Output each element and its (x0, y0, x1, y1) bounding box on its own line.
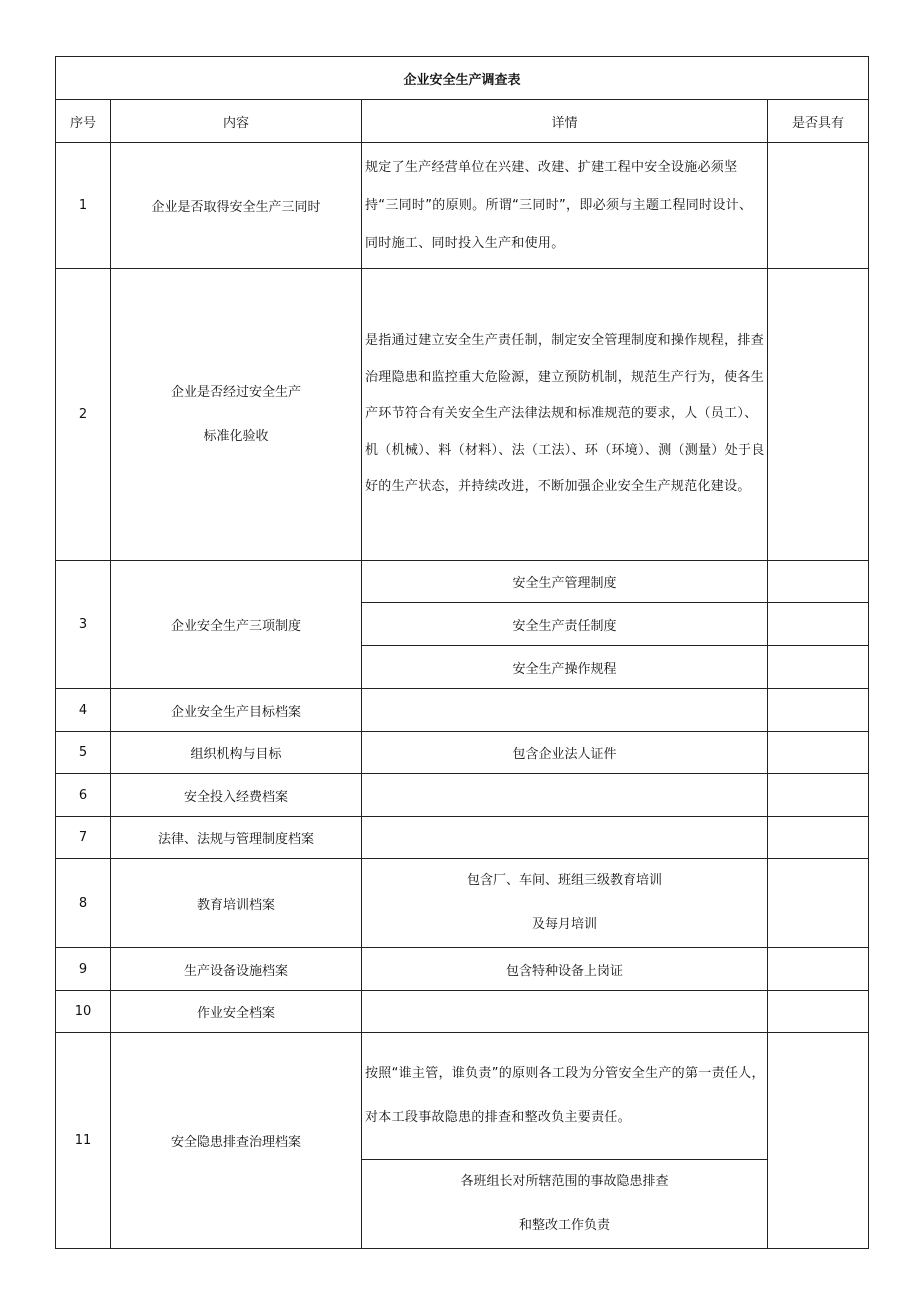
row-has-cell[interactable] (768, 948, 869, 991)
row-has-cell[interactable] (768, 1033, 869, 1249)
row-detail: 按照“谁主管，谁负责”的原则各工段为分管安全生产的第一责任人，对本工段事故隐患的排查和整改负主要责任。 (362, 1033, 768, 1160)
row-content: 组织机构与目标 (111, 732, 362, 774)
row-number: 10 (56, 991, 111, 1033)
table-row (56, 817, 869, 859)
header-no: 序号 (56, 100, 111, 143)
row-has-cell[interactable] (768, 143, 869, 269)
row-number: 2 (56, 269, 111, 561)
row-detail-line: 各班组长对所辖范围的事故隐患排查 (460, 1174, 669, 1189)
row-number: 1 (56, 143, 111, 269)
table-row (56, 732, 869, 774)
row-content: 企业是否取得安全生产三同时 (111, 143, 362, 269)
table-row (56, 143, 869, 269)
row-detail (362, 1160, 768, 1249)
row-content (111, 269, 362, 561)
row-has-cell[interactable] (768, 603, 869, 646)
row-detail (362, 817, 768, 859)
table-row (56, 859, 869, 948)
row-sub-detail: 安全生产责任制度 (362, 603, 768, 646)
row-content: 作业安全档案 (111, 991, 362, 1033)
row-content-line: 标准化验收 (203, 428, 269, 444)
row-detail: 包含特种设备上岗证 (362, 948, 768, 991)
row-number: 7 (56, 817, 111, 859)
row-sub-detail: 安全生产管理制度 (362, 561, 768, 603)
row-has-cell[interactable] (768, 561, 869, 603)
row-detail-line: 及每月培训 (531, 917, 597, 932)
row-has-cell[interactable] (768, 689, 869, 732)
safety-survey-table (55, 56, 869, 1249)
header-content: 内容 (111, 100, 362, 143)
row-detail (362, 774, 768, 817)
row-has-cell[interactable] (768, 269, 869, 561)
header-detail: 详情 (362, 100, 768, 143)
row-detail (362, 859, 768, 948)
row-sub-detail: 安全生产操作规程 (362, 646, 768, 689)
row-content: 法律、法规与管理制度档案 (111, 817, 362, 859)
row-detail: 是指通过建立安全生产责任制，制定安全管理制度和操作规程，排查治理隐患和监控重大危险源，建立预防机制，规范生产行为，使各生产环节符合有关安全生产法律法规和标准规范的要求，人（员工）、机（机械）、料（材料）、法（工法）、环（环境）、测（测量）处于良好的生产状态，并持续改进，不断加强企业安全生产规范化建设。 (362, 269, 768, 561)
table-title: 企业安全生产调查表 (56, 57, 869, 100)
row-detail-line: 包含厂、车间、班组三级教育培训 (466, 873, 662, 888)
row-number: 11 (56, 1033, 111, 1249)
row-has-cell[interactable] (768, 817, 869, 859)
table-row (56, 269, 869, 561)
row-number: 3 (56, 561, 111, 689)
row-has-cell[interactable] (768, 991, 869, 1033)
row-content-line: 企业是否经过安全生产 (170, 384, 301, 400)
row-number: 4 (56, 689, 111, 732)
row-content: 安全投入经费档案 (111, 774, 362, 817)
row-detail (362, 991, 768, 1033)
table-row (56, 948, 869, 991)
row-detail-line: 和整改工作负责 (518, 1218, 610, 1233)
row-content: 企业安全生产三项制度 (111, 561, 362, 689)
row-number: 5 (56, 732, 111, 774)
row-has-cell[interactable] (768, 859, 869, 948)
table-row (56, 774, 869, 817)
row-detail (362, 689, 768, 732)
table-row (56, 689, 869, 732)
row-number: 8 (56, 859, 111, 948)
row-content: 企业安全生产目标档案 (111, 689, 362, 732)
table-row (56, 991, 869, 1033)
row-content: 生产设备设施档案 (111, 948, 362, 991)
row-detail: 规定了生产经营单位在兴建、改建、扩建工程中安全设施必须坚持“三同时”的原则。所谓“三同时”，即必须与主题工程同时设计、同时施工、同时投入生产和使用。 (362, 143, 768, 269)
row-has-cell[interactable] (768, 732, 869, 774)
table-row (56, 1033, 869, 1160)
row-number: 6 (56, 774, 111, 817)
row-detail: 包含企业法人证件 (362, 732, 768, 774)
row-content: 教育培训档案 (111, 859, 362, 948)
row-number: 9 (56, 948, 111, 991)
row-has-cell[interactable] (768, 646, 869, 689)
row-has-cell[interactable] (768, 774, 869, 817)
header-has: 是否具有 (768, 100, 869, 143)
row-content: 安全隐患排查治理档案 (111, 1033, 362, 1249)
table-row (56, 561, 869, 603)
